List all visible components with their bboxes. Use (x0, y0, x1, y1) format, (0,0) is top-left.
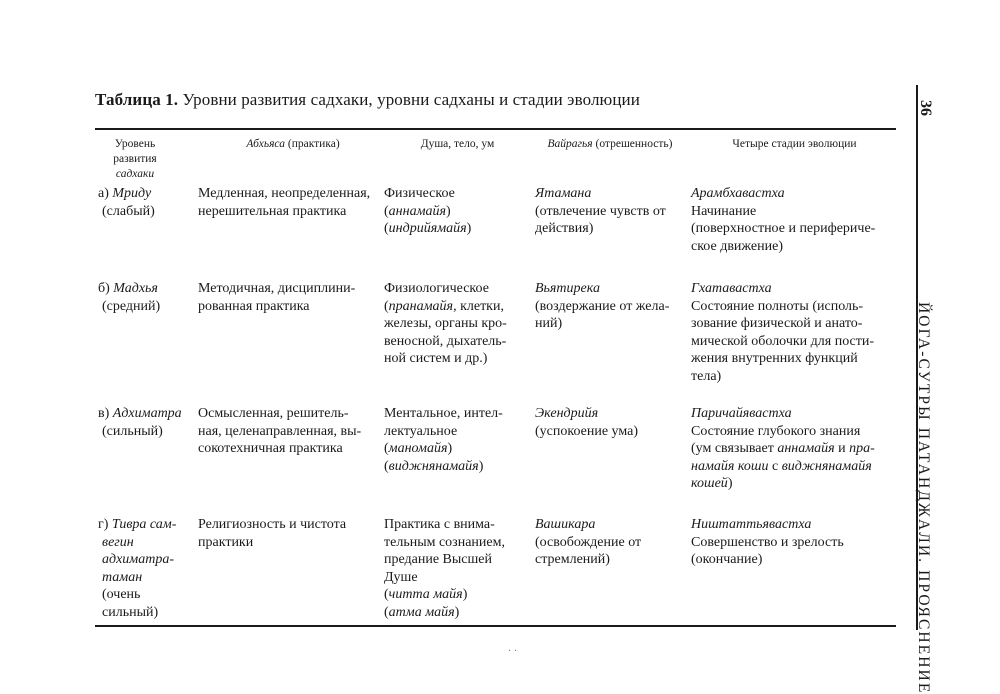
cell-line: действия) (535, 221, 594, 236)
cell-line: вегин (102, 534, 134, 550)
cell-line: Методичная, дисциплини- (198, 281, 356, 296)
cell-line: кошей) (691, 476, 733, 491)
cell-line: Ятамана (535, 186, 592, 201)
header-level: Уровень развития садхаки (113, 138, 157, 180)
cell-line: (очень (102, 587, 141, 602)
cell-line: Физиологическое (384, 281, 489, 296)
table-bottom-rule (95, 625, 896, 627)
cell-line: Душе (384, 569, 418, 585)
cell-line: (атма майя) (384, 604, 460, 620)
header-abhyasa: Абхьяса (практика) (246, 138, 340, 150)
cell-line: Вьятирека (535, 281, 600, 296)
cell-line: Арамбхавастха (691, 186, 785, 201)
cell-level (98, 516, 176, 621)
cell-line: (маномайя) (384, 441, 453, 456)
cell-vairagya (535, 516, 641, 569)
cell-line: Экендрийя (535, 406, 599, 421)
cell-line: адхиматра- (102, 552, 175, 567)
cell-line: ское движение) (691, 238, 783, 254)
cell-soul (384, 516, 505, 621)
cell-line: (аннамайя) (384, 203, 451, 219)
cell-line: (средний) (102, 298, 161, 314)
table-top-rule (95, 128, 896, 130)
cell-practice (198, 516, 346, 551)
cell-line: б) Мадхья (98, 281, 158, 296)
caption-label: Таблица 1. (95, 90, 179, 109)
cell-line: Паричайявастха (691, 406, 792, 421)
cell-line: стремлений) (535, 552, 610, 567)
cell-line: (поверхностное и перифериче- (691, 221, 876, 236)
cell-line: рованная практика (198, 298, 310, 314)
cell-line: Гхатавастха (691, 281, 772, 296)
header-stages: Четыре стадии эволюции (732, 138, 857, 150)
cell-soul (384, 185, 471, 238)
cell-line: в) Адхиматра (98, 406, 182, 421)
cell-line: Вашикара (535, 517, 596, 532)
cell-level (98, 280, 160, 315)
header-vairagya: Вайрагья (отрешенность) (547, 138, 673, 150)
cell-stage (691, 185, 875, 255)
cell-line: Медленная, неопределенная, (198, 186, 371, 201)
cell-line: лектуальное (384, 423, 458, 439)
cell-line: Начинание (691, 203, 757, 219)
cell-line: (освобождение от (535, 534, 642, 550)
cell-line: (успокоение ума) (535, 423, 638, 439)
cell-line: сокотехничная практика (198, 441, 343, 456)
running-title: ЙОГА-СУТРЫ ПАТАНДЖАЛИ. ПРОЯСНЕНИЕ (915, 302, 932, 694)
cell-stage (691, 280, 874, 385)
cell-line: (индрийямайя) (384, 221, 472, 236)
table-caption (95, 90, 640, 110)
cell-line: Осмысленная, решитель- (198, 406, 349, 421)
cell-line: Совершенство и зрелость (691, 534, 844, 550)
cell-line: ная, целенаправленная, вы- (198, 423, 362, 439)
cell-vairagya (535, 405, 638, 440)
cell-line: (воздержание от жела- (535, 298, 670, 314)
cell-practice (198, 405, 361, 458)
cell-line: тельным сознанием, (384, 534, 505, 550)
cell-line: Ништаттьявастха (691, 517, 812, 532)
cell-practice (198, 185, 370, 220)
cell-vairagya (535, 185, 666, 238)
caption-text: Уровни развития садхаки, уровни садханы и стадии эволюции (182, 90, 640, 109)
cell-stage (691, 516, 844, 569)
cell-line: нерешительная практика (198, 203, 347, 219)
cell-level (98, 405, 182, 440)
cell-line: (пранамайя, клетки, (384, 298, 504, 314)
cell-line: намайя коши с виджнянамайя (691, 458, 872, 474)
cell-line: зование физической и анато- (691, 316, 863, 331)
cell-line: мической оболочки для пости- (691, 333, 875, 349)
cell-practice (198, 280, 355, 315)
cell-soul (384, 405, 503, 475)
cell-line: предание Высшей (384, 552, 493, 567)
cell-line: Ментальное, интел- (384, 406, 503, 421)
cell-line: (читта майя) (384, 587, 468, 602)
header-soul-body-mind: Душа, тело, ум (420, 138, 495, 150)
cell-line: таман (102, 569, 143, 585)
cell-line: Состояние полноты (исполь- (691, 298, 864, 314)
cell-line: Практика с внима- (384, 517, 495, 532)
cell-line: (слабый) (102, 203, 155, 219)
cell-line: (отвлечение чувств от (535, 203, 666, 219)
cell-line: Физическое (384, 186, 455, 201)
cell-line: Религиозность и чистота (198, 517, 347, 532)
cell-line: ной систем и др.) (384, 351, 488, 366)
cell-line: (ум связывает аннамайя и пра- (691, 441, 875, 456)
cell-level (98, 185, 155, 220)
cell-line: веносной, дыхатель- (384, 333, 507, 349)
page-number: 36 (917, 100, 934, 116)
cell-stage (691, 405, 875, 493)
cell-line: тела) (691, 368, 722, 384)
cell-line: г) Тивра сам- (98, 517, 177, 532)
cell-soul (384, 280, 507, 368)
cell-line: (виджнянамайя) (384, 458, 484, 474)
cell-line: (окончание) (691, 552, 763, 567)
cell-line: (сильный) (102, 423, 163, 439)
cell-line: практики (198, 534, 254, 550)
cell-line: сильный) (102, 604, 159, 620)
page-edge-mark: · · (508, 646, 518, 657)
cell-line: железы, органы кро- (384, 316, 507, 331)
cell-vairagya (535, 280, 669, 333)
cell-line: Состояние глубокого знания (691, 423, 861, 439)
cell-line: ний) (535, 316, 563, 331)
cell-line: а) Мриду (98, 186, 152, 201)
cell-line: жения внутренних функций (691, 351, 858, 366)
